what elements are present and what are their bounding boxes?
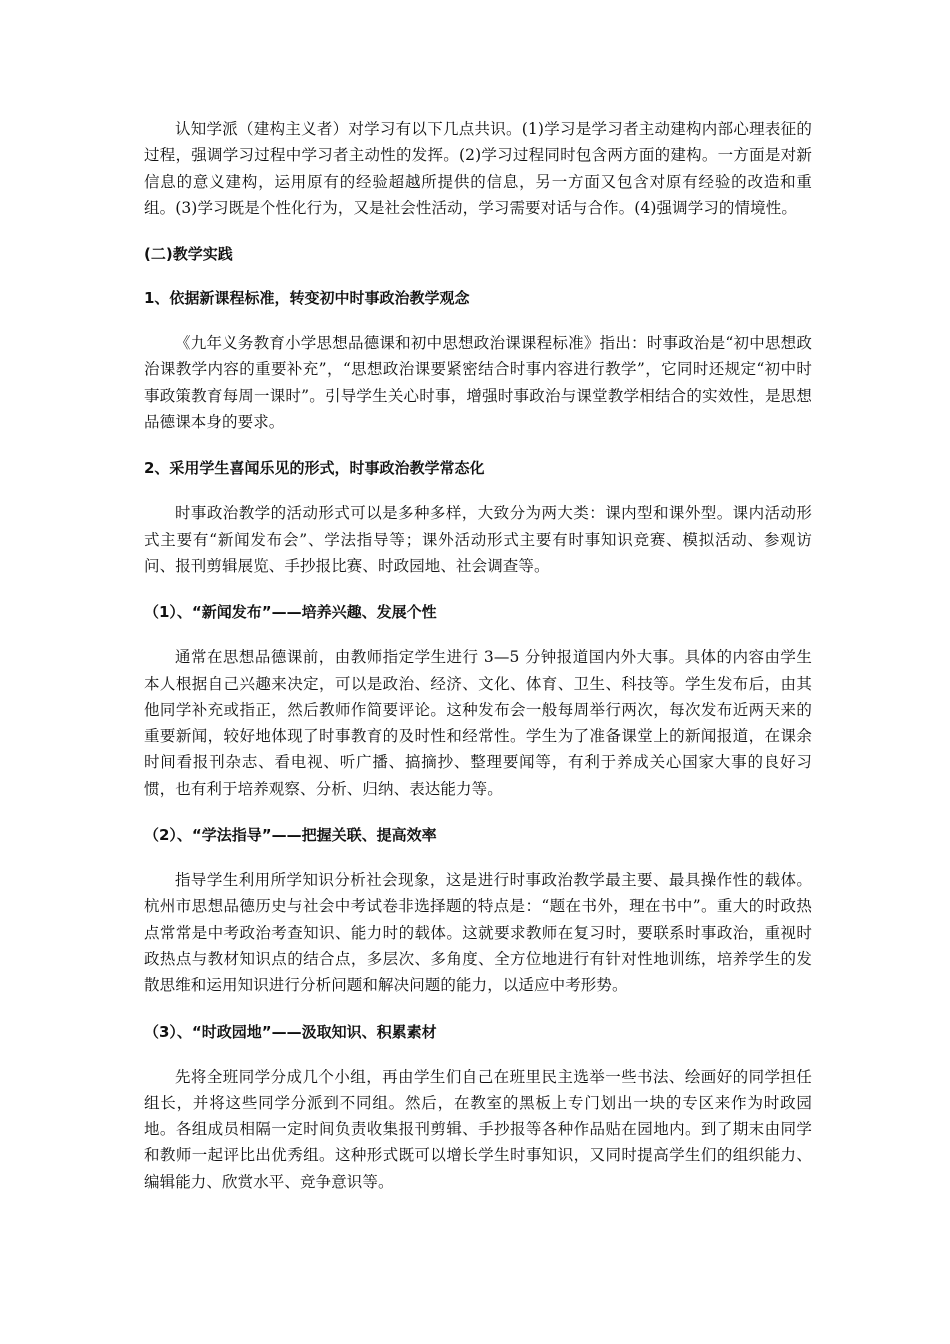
subheading-curriculum-standard: 1、依据新课程标准，转变初中时事政治教学观念 xyxy=(144,289,470,308)
paragraph-cognitive-consensus: 认知学派（建构主义者）对学习有以下几点共识。(1)学习是学习者主动建构内部心理表征的过程，强调学习过程中学习者主动性的发挥。(2)学习过程同时包含两方面的建构。一方面是对新信息的意义建构，运用原有的经验超越所提供的信息，另一方面又包含对原有经验的改造和重组。(3)学习既是个性化行为，又是社会性活动，学习需要对话与合作。(4)强调学习的情境性。 xyxy=(144,120,812,217)
subheading-study-guidance: （2）、“学法指导”——把握关联、提高效率 xyxy=(144,826,437,845)
subheading-news-release: （1）、“新闻发布”——培养兴趣、发展个性 xyxy=(144,603,437,622)
section-heading-teaching-practice: (二)教学实践 xyxy=(144,245,233,264)
paragraph-politics-corner: 先将全班同学分成几个小组，再由学生们自己在班里民主选举一些书法、绘画好的同学担任组长，并将这些同学分派到不同组。然后，在教室的黑板上专门划出一块的专区来作为时政园地。各组成员相隔一定时间负责收集报刊剪辑、手抄报等各种作品贴在园地内。到了期末由同学和教师一起评比出优秀组。这种形式既可以增长学生时事知识，又同时提高学生们的组织能力、编辑能力、欣赏水平、竞争意识等。 xyxy=(144,1067,812,1191)
subheading-teaching-forms: 2、采用学生喜闻乐见的形式，时事政治教学常态化 xyxy=(144,459,485,478)
subheading-politics-corner: （3）、“时政园地”——汲取知识、积累素材 xyxy=(144,1022,437,1041)
document-page xyxy=(144,116,812,1216)
paragraph-news-release: 通常在思想品德课前，由教师指定学生进行 3—5 分钟报道国内外大事。具体的内容由学生本人根据自己兴趣来决定，可以是政治、经济、文化、体育、卫生、科技等。学生发布后，由其他同学补充或指正，然后教师作简要评论。这种发布会一般每周举行两次，每次发布近两天来的重要新闻，较好地体现了时事教育的及时性和经常性。学生为了准备课堂上的新闻报道，在课余时间看报刊杂志、看电视、听广播、搞摘抄、整理要闻等，有利于养成关心国家大事的良好习惯，也有利于培养观察、分析、归纳、表达能力等。 xyxy=(144,648,812,798)
paragraph-study-guidance: 指导学生利用所学知识分析社会现象，这是进行时事政治教学最主要、最具操作性的载体。杭州市思想品德历史与社会中考试卷非选择题的特点是：“题在书外，理在书中”。重大的时政热点常常是中考政治考查知识、能力时的载体。这就要求教师在复习时，要联系时事政治，重视时政热点与教材知识点的结合点，多层次、多角度、全方位地进行有针对性地训练，培养学生的发散思维和运用知识进行分析问题和解决问题的能力，以适应中考形势。 xyxy=(144,871,812,995)
paragraph-curriculum-standard: 《九年义务教育小学思想品德课和初中思想政治课课程标准》指出：时事政治是“初中思想政治课教学内容的重要补充”，“思想政治课要紧密结合时事内容进行教学”，它同时还规定“初中时事政策教育每周一课时”。引导学生关心时事，增强时事政治与课堂教学相结合的实效性，是思想品德课本身的要求。 xyxy=(144,334,812,432)
paragraph-teaching-forms: 时事政治教学的活动形式可以是多种多样，大致分为两大类：课内型和课外型。课内活动形式主要有“新闻发布会”、学法指导等；课外活动形式主要有时事知识竞赛、模拟活动、参观访问、报刊剪辑展览、手抄报比赛、时政园地、社会调查等。 xyxy=(144,504,812,575)
